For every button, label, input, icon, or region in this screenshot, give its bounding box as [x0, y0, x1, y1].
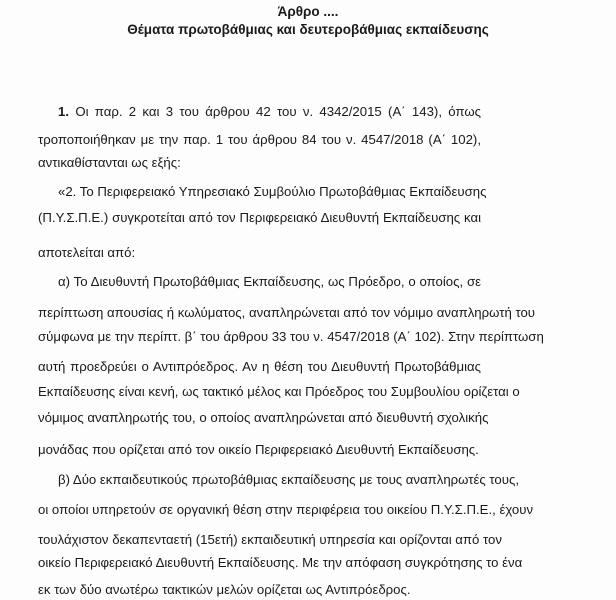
line-text: Οι παρ. 2 και 3 του άρθρου 42 του ν. 4342/2015 (Α΄ 143), όπως	[75, 104, 481, 119]
text-line: οικείο Περιφερειακό Διευθυντή Εκπαίδευσης. Με την απόφαση συγκρότησης το ένα	[38, 555, 523, 570]
text-line: οι οποίοι υπηρετούν σε οργανική θέση στην περιφέρεια του οικείου Π.Υ.Σ.Π.Ε., έχουν	[38, 502, 534, 517]
text-line: σύμφωνα με την περίπτ. β΄ του άρθρου 33 του ν. 4547/2018 (Α΄ 102). Στην περίπτωση	[38, 329, 544, 344]
text-line: τροποποιήθηκαν με την παρ. 1 του άρθρου 84 του ν. 4547/2018 (Α΄ 102),	[38, 132, 481, 147]
text-line: Εκπαίδευσης είναι κενή, ως τακτικό μέλος και Πρόεδρος του Συμβουλίου ορίζεται ο	[38, 384, 520, 399]
text-line: εκ των δύο ανωτέρω τακτικών μελών ορίζεται ως Αντιπρόεδρος.	[38, 582, 411, 597]
article-subtitle: Θέματα πρωτοβάθμιας και δευτεροβάθμιας εκπαίδευσης	[127, 22, 489, 37]
text-line: α) Το Διευθυντή Πρωτοβάθμιας Εκπαίδευσης, ως Πρόεδρο, ο οποίος, σε	[58, 274, 481, 289]
text-line: β) Δύο εκπαιδευτικούς πρωτοβάθμιας εκπαίδευσης με τους αναπληρωτές τους,	[58, 472, 519, 487]
article-heading: Άρθρο ....	[277, 4, 339, 19]
text-line: τουλάχιστον δεκαπενταετή (15ετή) εκπαιδευτική υπηρεσία και ορίζονται από τον	[38, 532, 502, 547]
text-line: περίπτωση απουσίας ή κωλύματος, αναπληρώνεται από τον νόμιμο αναπληρωτή του	[38, 305, 536, 320]
text-line	[58, 103, 481, 121]
text-line: αποτελείται από:	[38, 245, 136, 260]
text-line: «2. Το Περιφερειακό Υπηρεσιακό Συμβούλιο Πρωτοβάθμιας Εκπαίδευσης	[58, 184, 487, 199]
text-line: μονάδας που ορίζεται από τον οικείο Περιφερειακό Διευθυντή Εκπαίδευσης.	[38, 442, 479, 457]
text-line: αυτή προεδρεύει ο Αντιπρόεδρος. Αν η θέση του Διευθυντή Πρωτοβάθμιας	[38, 359, 481, 374]
text-line: νόμιμος αναπληρωτής του, ο οποίος αναπληρώνεται από διευθυντή σχολικής	[38, 410, 489, 425]
paragraph-number: 1.	[58, 104, 69, 119]
text-line: αντικαθίστανται ως εξής:	[38, 155, 181, 170]
text-line: (Π.Υ.Σ.Π.Ε.) συγκροτείται από τον Περιφερειακό Διευθυντή Εκπαίδευσης και	[38, 210, 481, 225]
